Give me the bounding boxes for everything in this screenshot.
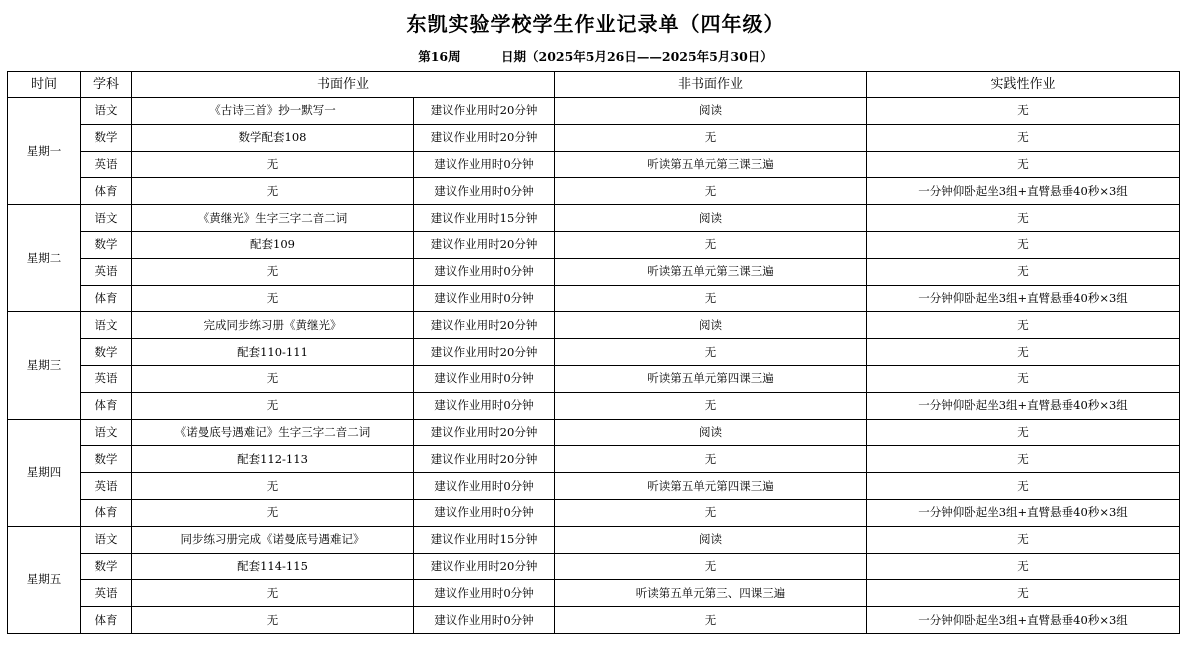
subject-cell: 英语 <box>81 151 132 178</box>
duration-cell: 建议作业用时0分钟 <box>414 151 555 178</box>
duration-cell: 建议作业用时0分钟 <box>414 499 555 526</box>
duration-cell: 建议作业用时20分钟 <box>414 553 555 580</box>
written-cell: 无 <box>132 151 414 178</box>
table-row <box>8 473 1180 500</box>
subject-cell: 语文 <box>81 98 132 125</box>
subject-cell: 体育 <box>81 392 132 419</box>
nonwritten-cell: 无 <box>555 553 867 580</box>
day-cell: 星期二 <box>8 205 81 312</box>
subject-cell: 数学 <box>81 124 132 151</box>
day-cell: 星期一 <box>8 98 81 205</box>
duration-cell: 建议作业用时15分钟 <box>414 526 555 553</box>
table-row <box>8 446 1180 473</box>
duration-cell: 建议作业用时20分钟 <box>414 446 555 473</box>
written-cell: 同步练习册完成《诺曼底号遇难记》 <box>132 526 414 553</box>
table-row <box>8 607 1180 634</box>
date-range: 日期（2025年5月26日——2025年5月30日） <box>501 49 773 64</box>
day-cell: 星期三 <box>8 312 81 419</box>
subject-cell: 体育 <box>81 499 132 526</box>
duration-cell: 建议作业用时20分钟 <box>414 312 555 339</box>
header-row <box>8 72 1180 98</box>
practice-cell: 一分钟仰卧起坐3组+直臂悬垂40秒×3组 <box>867 499 1180 526</box>
table-row <box>8 392 1180 419</box>
nonwritten-cell: 无 <box>555 231 867 258</box>
header-written: 书面作业 <box>132 72 555 98</box>
duration-cell: 建议作业用时20分钟 <box>414 98 555 125</box>
subject-cell: 英语 <box>81 473 132 500</box>
practice-cell: 无 <box>867 419 1180 446</box>
nonwritten-cell: 听读第五单元第四课三遍 <box>555 473 867 500</box>
written-cell: 无 <box>132 258 414 285</box>
practice-cell: 一分钟仰卧起坐3组+直臂悬垂40秒×3组 <box>867 178 1180 205</box>
header-subject: 学科 <box>81 72 132 98</box>
subject-cell: 数学 <box>81 231 132 258</box>
week-label: 第16周 <box>418 49 461 64</box>
duration-cell: 建议作业用时0分钟 <box>414 580 555 607</box>
table-row <box>8 526 1180 553</box>
nonwritten-cell: 无 <box>555 392 867 419</box>
written-cell: 无 <box>132 499 414 526</box>
written-cell: 《古诗三首》抄一默写一 <box>132 98 414 125</box>
duration-cell: 建议作业用时20分钟 <box>414 231 555 258</box>
day-cell: 星期五 <box>8 526 81 633</box>
table-row <box>8 98 1180 125</box>
practice-cell: 无 <box>867 98 1180 125</box>
written-cell: 无 <box>132 392 414 419</box>
subject-cell: 数学 <box>81 553 132 580</box>
written-cell: 配套110-111 <box>132 339 414 366</box>
nonwritten-cell: 无 <box>555 607 867 634</box>
nonwritten-cell: 阅读 <box>555 312 867 339</box>
subject-cell: 语文 <box>81 312 132 339</box>
written-cell: 《黄继光》生字三字二音二词 <box>132 205 414 232</box>
nonwritten-cell: 阅读 <box>555 98 867 125</box>
nonwritten-cell: 阅读 <box>555 205 867 232</box>
written-cell: 无 <box>132 178 414 205</box>
table-row <box>8 231 1180 258</box>
nonwritten-cell: 无 <box>555 178 867 205</box>
nonwritten-cell: 听读第五单元第三、四课三遍 <box>555 580 867 607</box>
practice-cell: 无 <box>867 553 1180 580</box>
practice-cell: 无 <box>867 580 1180 607</box>
duration-cell: 建议作业用时0分钟 <box>414 473 555 500</box>
subject-cell: 语文 <box>81 419 132 446</box>
table-row <box>8 580 1180 607</box>
nonwritten-cell: 阅读 <box>555 526 867 553</box>
practice-cell: 无 <box>867 446 1180 473</box>
table-row <box>8 419 1180 446</box>
duration-cell: 建议作业用时0分钟 <box>414 365 555 392</box>
table-row <box>8 285 1180 312</box>
written-cell: 配套112-113 <box>132 446 414 473</box>
written-cell: 无 <box>132 365 414 392</box>
written-cell: 《诺曼底号遇难记》生字三字二音二词 <box>132 419 414 446</box>
homework-table <box>7 71 1180 634</box>
duration-cell: 建议作业用时0分钟 <box>414 607 555 634</box>
table-row <box>8 499 1180 526</box>
duration-cell: 建议作业用时20分钟 <box>414 339 555 366</box>
subject-cell: 体育 <box>81 178 132 205</box>
subject-cell: 英语 <box>81 365 132 392</box>
nonwritten-cell: 听读第五单元第四课三遍 <box>555 365 867 392</box>
subject-cell: 语文 <box>81 205 132 232</box>
practice-cell: 无 <box>867 124 1180 151</box>
header-practice: 实践性作业 <box>867 72 1180 98</box>
nonwritten-cell: 听读第五单元第三课三遍 <box>555 151 867 178</box>
duration-cell: 建议作业用时20分钟 <box>414 124 555 151</box>
nonwritten-cell: 无 <box>555 285 867 312</box>
table-row <box>8 151 1180 178</box>
duration-cell: 建议作业用时0分钟 <box>414 178 555 205</box>
written-cell: 完成同步练习册《黄继光》 <box>132 312 414 339</box>
subject-cell: 语文 <box>81 526 132 553</box>
practice-cell: 无 <box>867 365 1180 392</box>
subject-cell: 体育 <box>81 607 132 634</box>
page-title: 东凯实验学校学生作业记录单（四年级） <box>406 12 785 36</box>
nonwritten-cell: 无 <box>555 339 867 366</box>
written-cell: 无 <box>132 580 414 607</box>
practice-cell: 无 <box>867 312 1180 339</box>
duration-cell: 建议作业用时20分钟 <box>414 419 555 446</box>
practice-cell: 一分钟仰卧起坐3组+直臂悬垂40秒×3组 <box>867 392 1180 419</box>
table-row <box>8 365 1180 392</box>
practice-cell: 无 <box>867 205 1180 232</box>
nonwritten-cell: 无 <box>555 124 867 151</box>
practice-cell: 无 <box>867 526 1180 553</box>
table-row <box>8 205 1180 232</box>
practice-cell: 无 <box>867 473 1180 500</box>
table-row <box>8 258 1180 285</box>
nonwritten-cell: 听读第五单元第三课三遍 <box>555 258 867 285</box>
duration-cell: 建议作业用时0分钟 <box>414 258 555 285</box>
duration-cell: 建议作业用时0分钟 <box>414 285 555 312</box>
written-cell: 无 <box>132 473 414 500</box>
written-cell: 无 <box>132 607 414 634</box>
practice-cell: 无 <box>867 258 1180 285</box>
subject-cell: 数学 <box>81 339 132 366</box>
header-nonwritten: 非书面作业 <box>555 72 867 98</box>
table-row <box>8 312 1180 339</box>
practice-cell: 无 <box>867 339 1180 366</box>
table-row <box>8 124 1180 151</box>
nonwritten-cell: 无 <box>555 446 867 473</box>
written-cell: 无 <box>132 285 414 312</box>
table-row <box>8 178 1180 205</box>
nonwritten-cell: 无 <box>555 499 867 526</box>
duration-cell: 建议作业用时15分钟 <box>414 205 555 232</box>
subject-cell: 体育 <box>81 285 132 312</box>
practice-cell: 无 <box>867 151 1180 178</box>
written-cell: 配套114-115 <box>132 553 414 580</box>
day-cell: 星期四 <box>8 419 81 526</box>
written-cell: 数学配套108 <box>132 124 414 151</box>
written-cell: 配套109 <box>132 231 414 258</box>
practice-cell: 无 <box>867 231 1180 258</box>
table-row <box>8 339 1180 366</box>
subject-cell: 数学 <box>81 446 132 473</box>
duration-cell: 建议作业用时0分钟 <box>414 392 555 419</box>
table-row <box>8 553 1180 580</box>
header-time: 时间 <box>8 72 81 98</box>
table-body <box>8 98 1180 634</box>
nonwritten-cell: 阅读 <box>555 419 867 446</box>
practice-cell: 一分钟仰卧起坐3组+直臂悬垂40秒×3组 <box>867 285 1180 312</box>
subject-cell: 英语 <box>81 580 132 607</box>
practice-cell: 一分钟仰卧起坐3组+直臂悬垂40秒×3组 <box>867 607 1180 634</box>
subtitle <box>0 47 1191 65</box>
subject-cell: 英语 <box>81 258 132 285</box>
